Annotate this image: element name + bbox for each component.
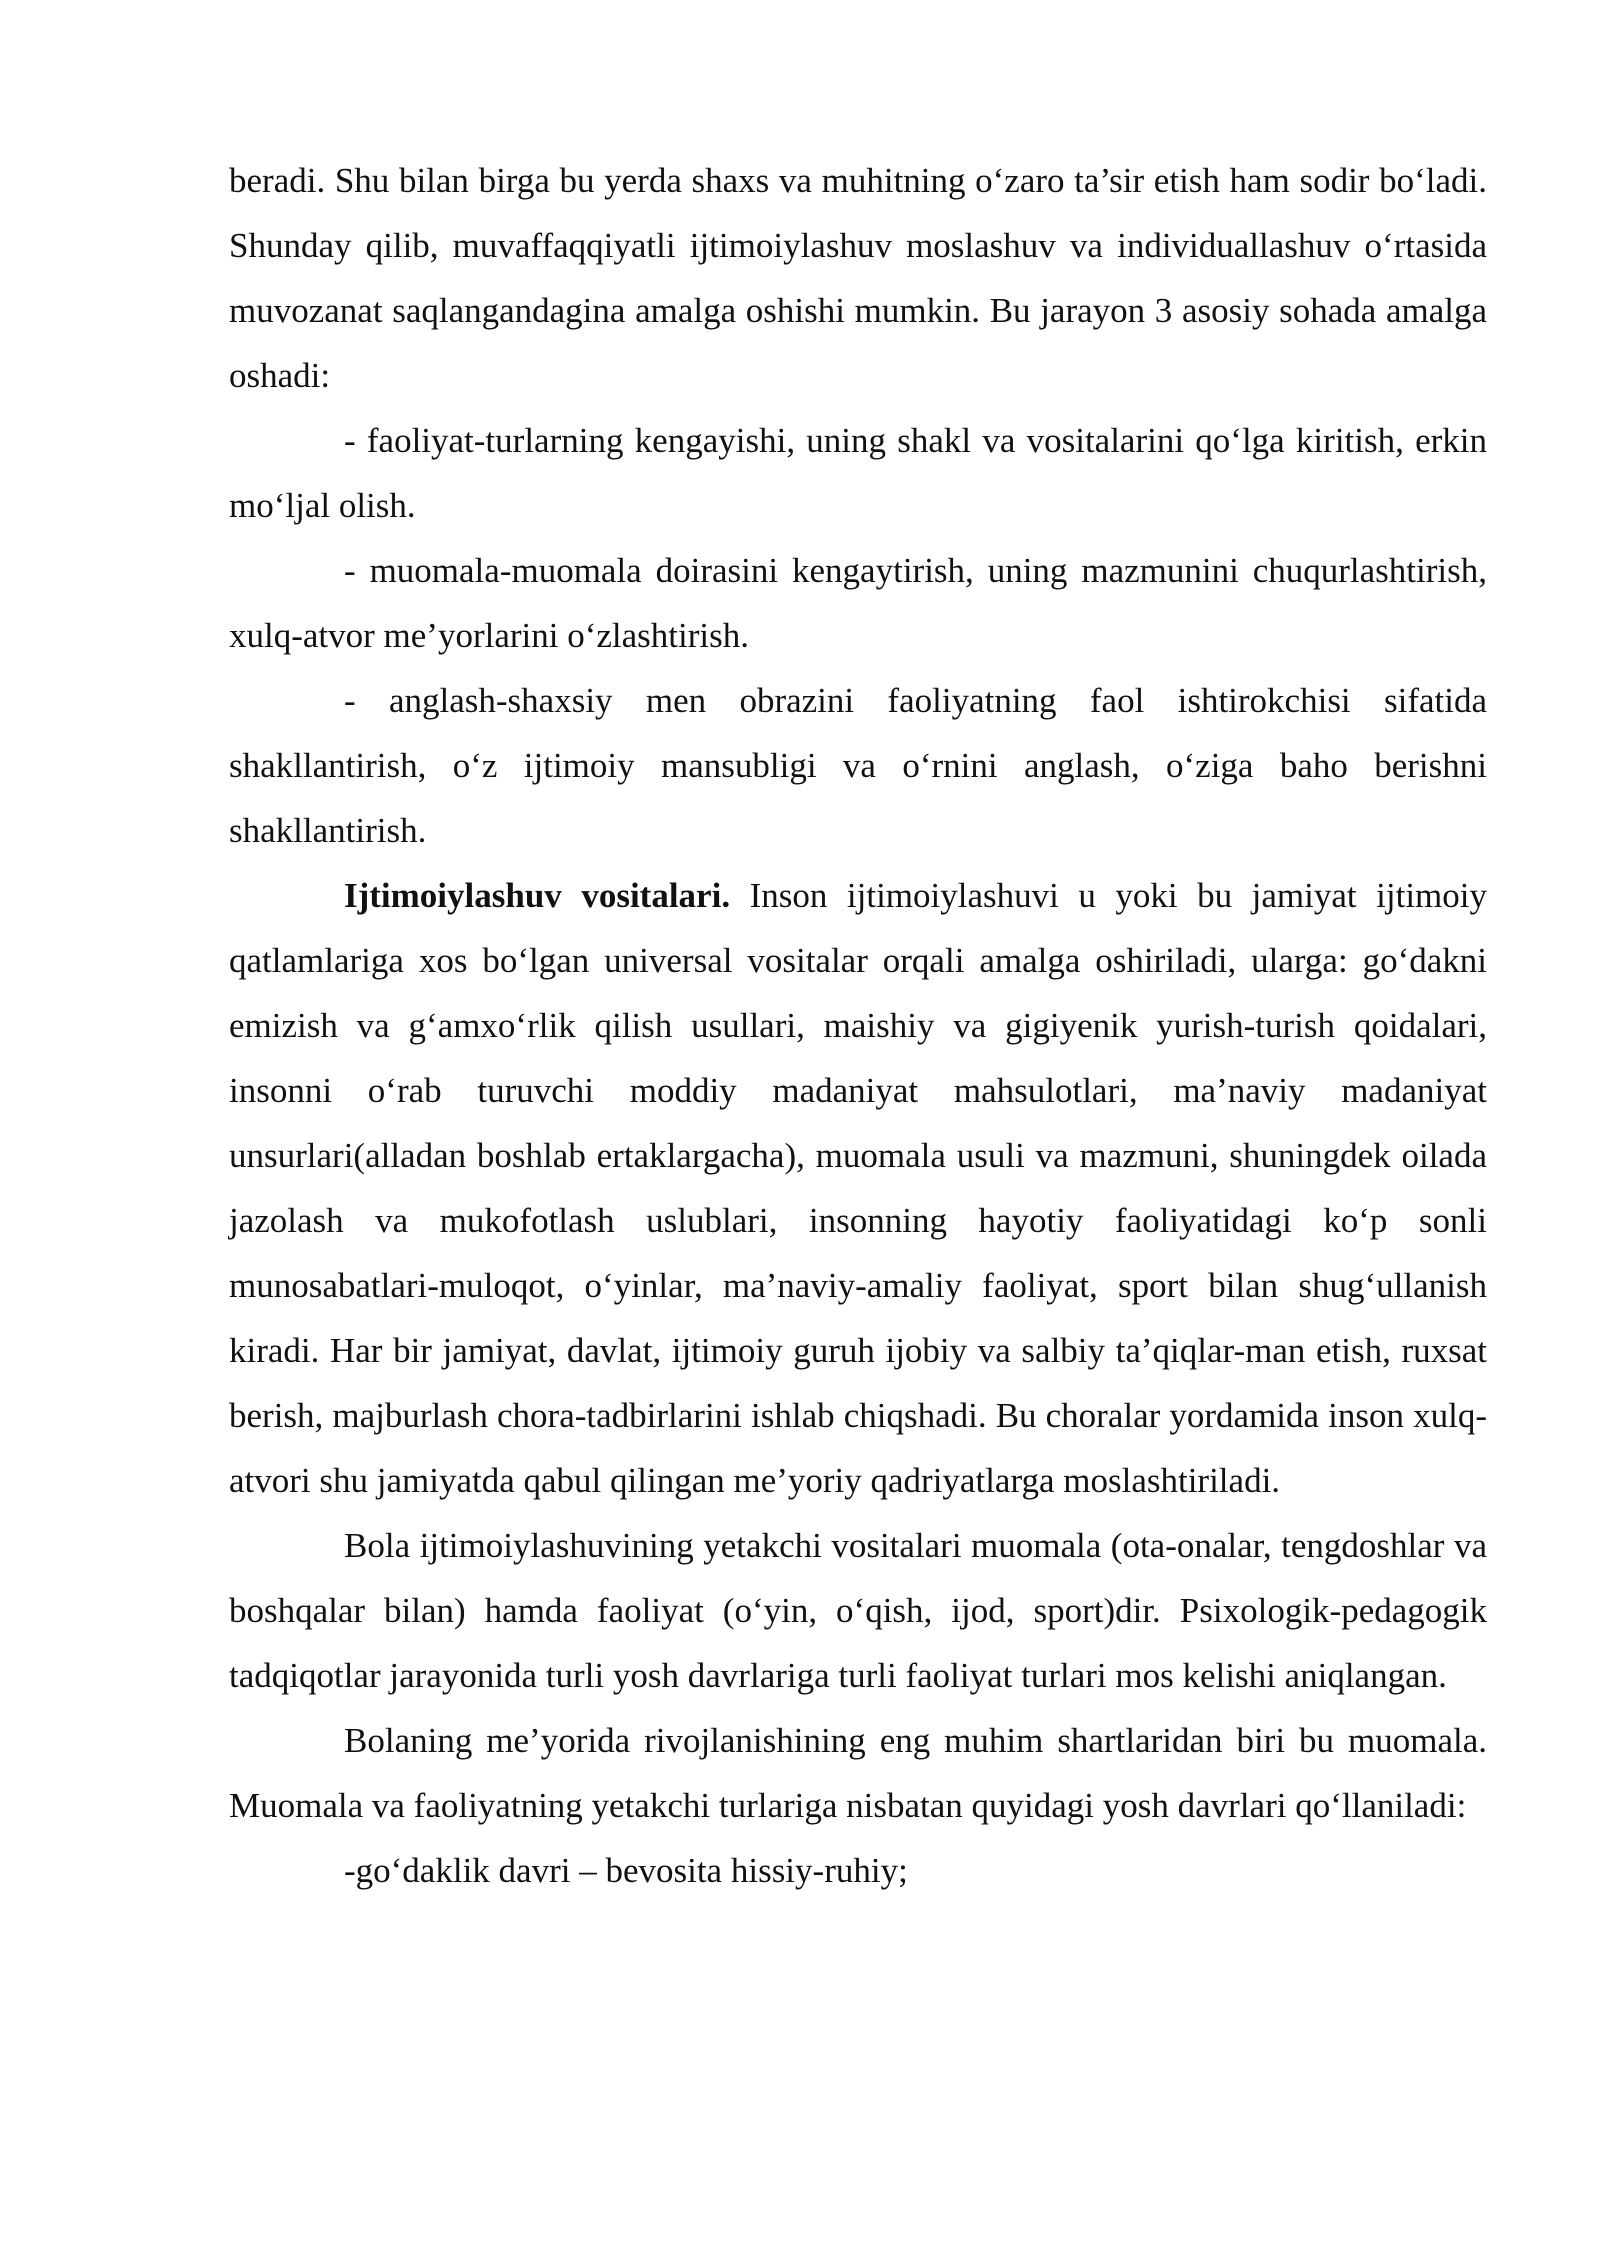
paragraph: Bola ijtimoiylashuvining yetakchi vositalari muomala (ota-onalar, tengdoshlar va boshqalar bilan) hamda faoliyat (o‘yin, o‘qish, ijod, sport)dir. Psixologik-pedagogik tadqiqotlar jarayonida turli yosh davrlariga turli faoliyat turlari mos kelishi aniqlangan. — [229, 1526, 1487, 1695]
list-item-godaklik: -go‘daklik davri – bevosita hissiy-ruhiy; — [344, 1851, 908, 1890]
paragraph: beradi. Shu bilan birga bu yerda shaxs va muhitning o‘zaro ta’sir etish ham sodir bo‘ladi. Shunday qilib, muvaffaqqiyatli ijtimoiylashuv moslashuv va individuallashuv o‘rtasida muvozanat saqlangandagina amalga oshishi mumkin. Bu jarayon 3 asosiy sohada amalga oshadi: — [229, 161, 1487, 395]
paragraph-vositalar — [229, 863, 1487, 1513]
paragraph: Bolaning me’yorida rivojlanishining eng muhim shartlaridan biri bu muomala. Muomala va faoliyatning yetakchi turlariga nisbatan quyidagi yosh davrlari qo‘llaniladi: — [229, 1721, 1487, 1825]
paragraph-text: Inson ijtimoiylashuvi u yoki bu jamiyat ijtimoiy qatlamlariga xos bo‘lgan universal vositalar orqali amalga oshiriladi, ularga: go‘dakni emizish va g‘amxo‘rlik qilish usullari, maishiy va gigiyenik yurish-turish qoidalari, insonni o‘rab turuvchi moddiy madaniyat mahsulotlari, ma’naviy madaniyat unsurlari(alladan boshlab ertaklargacha), muomala usuli va mazmuni, shuningdek oilada jazolash va mukofotlash uslublari, insonning hayotiy faoliyatidagi ko‘p sonli munosabatlari-muloqot, o‘yinlar, ma’naviy-amaliy faoliyat, sport bilan shug‘ullanish kiradi. Har bir jamiyat, davlat, ijtimoiy guruh ijobiy va salbiy ta’qiqlar-man etish, ruxsat berish, majburlash chora-tadbirlarini ishlab chiqshadi. Bu choralar yordamida inson xulq-atvori shu jamiyatda qabul qilingan me’yoriy qadriyatlarga moslashtiriladi. — [229, 876, 1488, 1500]
section-heading-inline: Ijtimoiylashuv vositalari. — [344, 876, 731, 915]
list-item-faoliyat: - faoliyat-turlarning kengayishi, uning shakl va vositalarini qo‘lga kiritish, erkin mo‘ljal olish. — [229, 421, 1487, 525]
body-text — [229, 148, 1487, 1903]
list-item-anglash: - anglash-shaxsiy men obrazini faoliyatning faol ishtirokchisi sifatida shakllantirish, o‘z ijtimoiy mansubligi va o‘rnini anglash, o‘ziga baho berishni shakllantirish. — [229, 681, 1487, 850]
list-item-muomala: - muomala-muomala doirasini kengaytirish, uning mazmunini chuqurlashtirish, xulq-atvor me’yorlarini o‘zlashtirish. — [229, 551, 1487, 655]
